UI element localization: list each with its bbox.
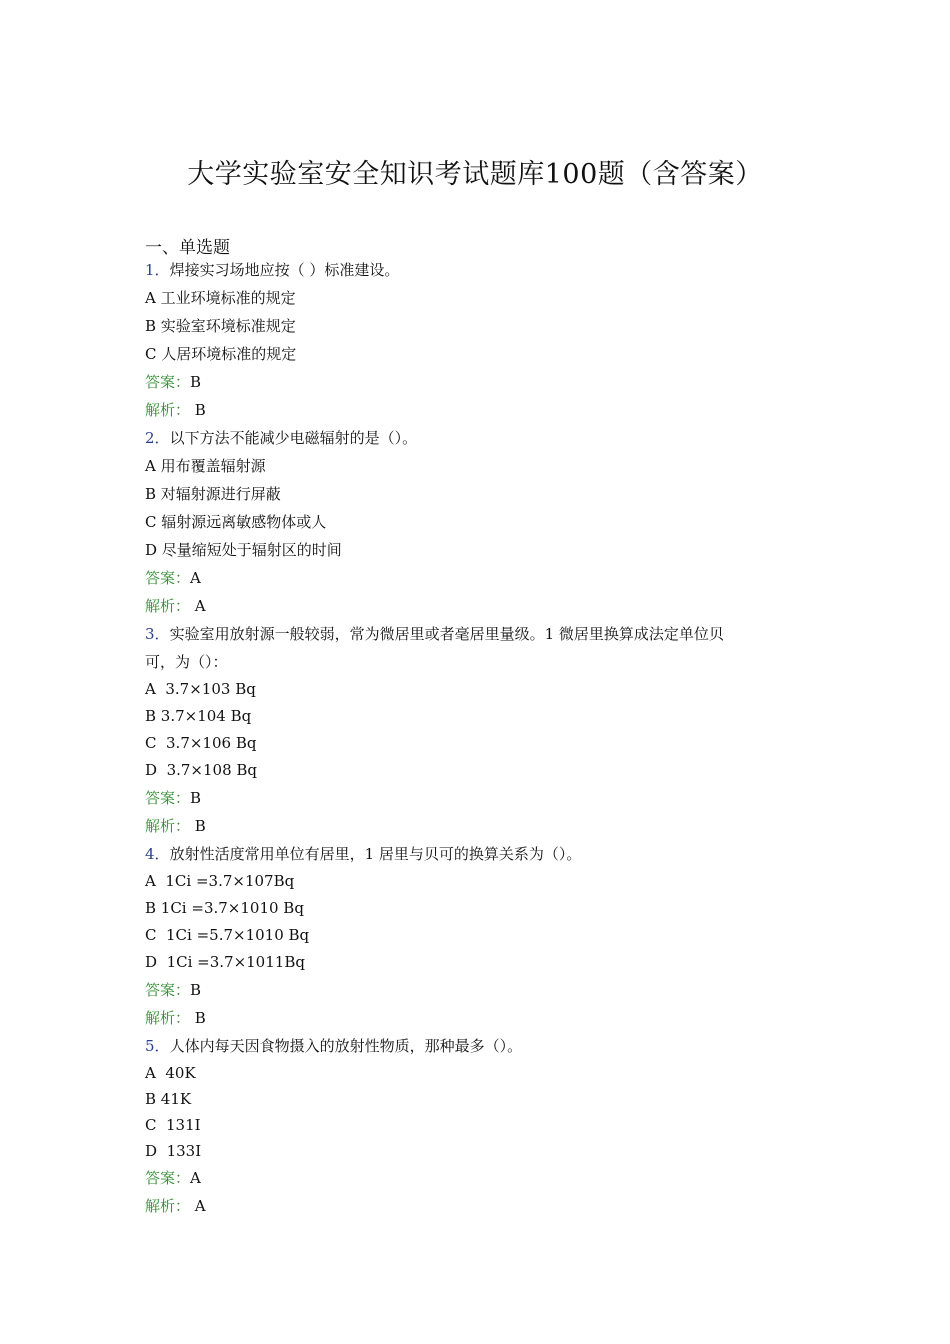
question-4: 4．放射性活度常用单位有居里，1 居里与贝可的换算关系为（）。 A 1Ci =3.7×107Bq B 1Ci =3.7×1010 Bq C 1Ci =5.7×1010 Bq D 1Ci =3.7×1011Bq 答案：B 解析： B bbox=[145, 840, 825, 1032]
document-title: 大学实验室安全知识考试题库100题（含答案） bbox=[187, 159, 763, 190]
option: B 41K bbox=[145, 1090, 192, 1108]
answer-value: A bbox=[190, 1169, 201, 1187]
question-text-line-2: 可，为（）： bbox=[145, 653, 228, 671]
option: A 用布覆盖辐射源 bbox=[145, 457, 266, 475]
question-2: 2．以下方法不能减少电磁辐射的是（）。 A 用布覆盖辐射源 B 对辐射源进行屏蔽 C 辐射源远离敏感物体或人 D 尽量缩短处于辐射区的时间 答案：A 解析： A bbox=[145, 424, 825, 620]
option: B 3.7×104 Bq bbox=[145, 707, 252, 725]
question-number: 1 bbox=[145, 261, 155, 279]
answer-label: 答案： bbox=[145, 1169, 191, 1187]
answer-label: 答案： bbox=[145, 373, 191, 391]
question-text: 人体内每天因食物摄入的放射性物质，那种最多（）。 bbox=[169, 1037, 523, 1055]
analysis-label: 解析： bbox=[145, 597, 191, 615]
answer-label: 答案： bbox=[145, 789, 191, 807]
option: C 3.7×106 Bq bbox=[145, 734, 257, 752]
analysis-label: 解析： bbox=[145, 401, 191, 419]
answer-label: 答案： bbox=[145, 569, 191, 587]
analysis-label: 解析： bbox=[145, 1009, 191, 1027]
question-3: 3．实验室用放射源一般较弱，常为微居里或者毫居里量级。1 微居里换算成法定单位贝 可，为（）： A 3.7×103 Bq B 3.7×104 Bq C 3.7×106 Bq D 3.7×108 Bq 答案：B 解析： B bbox=[145, 620, 825, 840]
analysis-label: 解析： bbox=[145, 1197, 191, 1215]
option: D 133I bbox=[145, 1142, 202, 1160]
section-heading: 一、单选题 bbox=[145, 238, 230, 258]
question-text: 放射性活度常用单位有居里，1 居里与贝可的换算关系为（）。 bbox=[169, 845, 582, 863]
option: B 实验室环境标准规定 bbox=[145, 317, 296, 335]
option: A 3.7×103 Bq bbox=[145, 680, 256, 698]
option: C 131I bbox=[145, 1116, 201, 1134]
option: A 40K bbox=[145, 1064, 196, 1082]
option: A 工业环境标准的规定 bbox=[145, 289, 296, 307]
option: C 辐射源远离敏感物体或人 bbox=[145, 513, 327, 531]
answer-value: A bbox=[190, 569, 201, 587]
question-number: 3 bbox=[145, 625, 155, 643]
question-text: 焊接实习场地应按（ ）标准建设。 bbox=[169, 261, 400, 279]
analysis-value: B bbox=[190, 817, 206, 835]
option: C 1Ci =5.7×1010 Bq bbox=[145, 926, 310, 944]
answer-value: B bbox=[190, 981, 202, 999]
question-number: 4 bbox=[145, 845, 155, 863]
answer-value: B bbox=[190, 789, 202, 807]
option: D 1Ci =3.7×1011Bq bbox=[145, 953, 305, 971]
question-1: 1．焊接实习场地应按（ ）标准建设。 A 工业环境标准的规定 B 实验室环境标准规定 C 人居环境标准的规定 答案：B 解析： B bbox=[145, 256, 825, 424]
question-number: 5 bbox=[145, 1037, 155, 1055]
analysis-value: A bbox=[190, 1197, 206, 1215]
analysis-value: A bbox=[190, 597, 206, 615]
option: C 人居环境标准的规定 bbox=[145, 345, 297, 363]
option: A 1Ci =3.7×107Bq bbox=[145, 872, 295, 890]
analysis-value: B bbox=[190, 401, 206, 419]
question-list bbox=[145, 256, 825, 1220]
question-text-line-1: 实验室用放射源一般较弱，常为微居里或者毫居里量级。1 微居里换算成法定单位贝 bbox=[169, 625, 724, 643]
question-number: 2 bbox=[145, 429, 155, 447]
question-text: 以下方法不能减少电磁辐射的是（）。 bbox=[169, 429, 418, 447]
option: B 对辐射源进行屏蔽 bbox=[145, 485, 281, 503]
answer-label: 答案： bbox=[145, 981, 191, 999]
question-5: 5．人体内每天因食物摄入的放射性物质，那种最多（）。 A 40K B 41K C 131I D 133I 答案：A 解析： A bbox=[145, 1032, 825, 1220]
analysis-value: B bbox=[190, 1009, 206, 1027]
option: D 尽量缩短处于辐射区的时间 bbox=[145, 541, 342, 559]
analysis-label: 解析： bbox=[145, 817, 191, 835]
option: B 1Ci =3.7×1010 Bq bbox=[145, 899, 304, 917]
option: D 3.7×108 Bq bbox=[145, 761, 258, 779]
answer-value: B bbox=[190, 373, 202, 391]
